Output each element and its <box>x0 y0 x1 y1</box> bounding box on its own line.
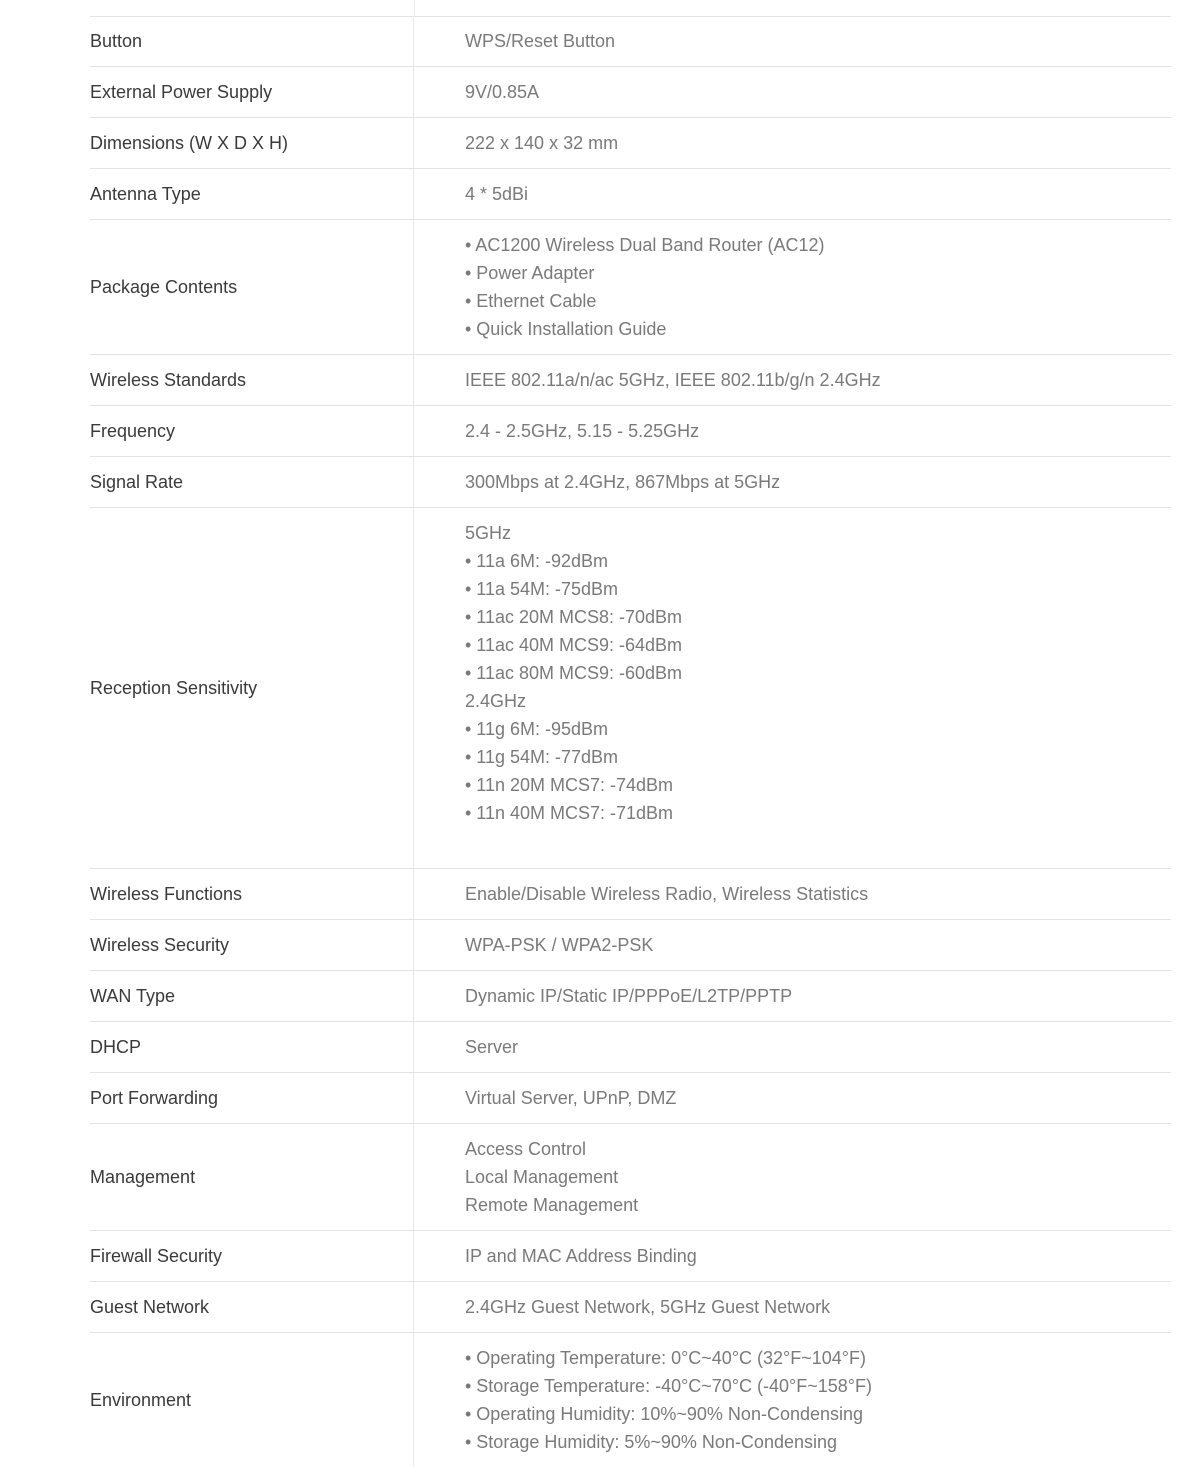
spec-label: Package Contents <box>90 220 414 354</box>
spec-label: Wireless Functions <box>90 869 414 919</box>
spec-label: Firewall Security <box>90 1231 414 1281</box>
spec-value-line: 300Mbps at 2.4GHz, 867Mbps at 5GHz <box>465 472 781 492</box>
spec-value-line: 222 x 140 x 32 mm <box>465 133 619 153</box>
spec-label: Button <box>90 16 414 66</box>
spec-value-line: • Ethernet Cable <box>465 291 597 311</box>
spec-value-line: • AC1200 Wireless Dual Band Router (AC12) <box>465 235 825 255</box>
spec-value-line: • 11ac 80M MCS9: -60dBm <box>465 663 683 683</box>
spec-value-line: IEEE 802.11a/n/ac 5GHz, IEEE 802.11b/g/n 2.4GHz <box>465 370 881 390</box>
spec-label: Dimensions (W X D X H) <box>90 118 414 168</box>
spec-value <box>414 508 1171 868</box>
spec-value-line: 2.4GHz Guest Network, 5GHz Guest Network <box>465 1297 831 1317</box>
spec-value <box>414 1073 1171 1123</box>
spec-label: Environment <box>90 1333 414 1467</box>
spec-value-line: Local Management <box>465 1167 619 1187</box>
spec-value <box>414 220 1171 354</box>
spec-value-line: • 11a 54M: -75dBm <box>465 579 619 599</box>
spec-value-line: Server <box>465 1037 519 1057</box>
spec-row <box>90 508 1171 869</box>
spec-value-line: Remote Management <box>465 1195 639 1215</box>
spec-label: Frequency <box>90 406 414 456</box>
spec-value-line: • 11g 54M: -77dBm <box>465 747 619 767</box>
spec-value-line: Access Control <box>465 1139 587 1159</box>
spec-value <box>414 169 1171 219</box>
spec-row <box>90 869 1171 920</box>
spec-row <box>90 1073 1171 1124</box>
spec-value <box>414 406 1171 456</box>
spec-value-line: Dynamic IP/Static IP/PPPoE/L2TP/PPTP <box>465 986 793 1006</box>
spec-value <box>414 67 1171 117</box>
spec-row <box>90 1333 1171 1467</box>
spec-label: Wireless Standards <box>90 355 414 405</box>
spec-row <box>90 1022 1171 1073</box>
spec-value-line: • 11n 40M MCS7: -71dBm <box>465 803 674 823</box>
spec-row <box>90 169 1171 220</box>
spec-label: Wireless Security <box>90 920 414 970</box>
spec-value-line: 2.4 - 2.5GHz, 5.15 - 5.25GHz <box>465 421 700 441</box>
spec-label: WAN Type <box>90 971 414 1021</box>
spec-value-line: • 11ac 40M MCS9: -64dBm <box>465 635 683 655</box>
spec-row <box>90 406 1171 457</box>
spec-row <box>90 67 1171 118</box>
spec-row <box>90 920 1171 971</box>
spec-value <box>414 1231 1171 1281</box>
spec-value-line: • Power Adapter <box>465 263 595 283</box>
spec-value <box>414 1022 1171 1072</box>
spec-value-line: 5GHz <box>465 523 512 543</box>
spec-value-line: Virtual Server, UPnP, DMZ <box>465 1088 677 1108</box>
spec-row <box>90 971 1171 1022</box>
spec-row <box>90 1124 1171 1231</box>
spec-value-line: WPS/Reset Button <box>465 31 616 51</box>
spec-row <box>90 457 1171 508</box>
spec-label: Antenna Type <box>90 169 414 219</box>
spec-value-line: • 11g 6M: -95dBm <box>465 719 609 739</box>
specifications-table <box>90 16 1171 1467</box>
spec-value-line: • Storage Temperature: -40°C~70°C (-40°F~158°F) <box>465 1376 872 1396</box>
spec-row <box>90 16 1171 67</box>
spec-value <box>414 971 1171 1021</box>
spec-value-line: 4 * 5dBi <box>465 184 529 204</box>
spec-label: External Power Supply <box>90 67 414 117</box>
spec-value-line: • Quick Installation Guide <box>465 319 667 339</box>
spec-row <box>90 1231 1171 1282</box>
spec-row <box>90 355 1171 406</box>
spec-value-line: • Storage Humidity: 5%~90% Non-Condensing <box>465 1432 838 1452</box>
spec-value-line: • 11ac 20M MCS8: -70dBm <box>465 607 683 627</box>
spec-value-line: • Operating Humidity: 10%~90% Non-Condensing <box>465 1404 864 1424</box>
spec-label: Guest Network <box>90 1282 414 1332</box>
spec-value <box>414 118 1171 168</box>
spec-value-line: • 11n 20M MCS7: -74dBm <box>465 775 674 795</box>
spec-label: Port Forwarding <box>90 1073 414 1123</box>
spec-value <box>414 457 1171 507</box>
spec-value <box>414 355 1171 405</box>
spec-value-line: Enable/Disable Wireless Radio, Wireless Statistics <box>465 884 869 904</box>
spec-row <box>90 1282 1171 1333</box>
spec-value <box>414 1124 1171 1230</box>
spec-value-line: • Operating Temperature: 0°C~40°C (32°F~104°F) <box>465 1348 866 1368</box>
spec-label: Management <box>90 1124 414 1230</box>
spec-label: DHCP <box>90 1022 414 1072</box>
top-column-divider <box>414 0 415 16</box>
spec-value-line: WPA-PSK / WPA2-PSK <box>465 935 654 955</box>
spec-value <box>414 869 1171 919</box>
spec-value-line: IP and MAC Address Binding <box>465 1246 697 1266</box>
spec-row <box>90 220 1171 355</box>
spec-label: Reception Sensitivity <box>90 508 414 868</box>
spec-value-line: 2.4GHz <box>465 691 527 711</box>
spec-value <box>414 920 1171 970</box>
spec-value <box>414 16 1171 66</box>
spec-value <box>414 1282 1171 1332</box>
spec-value-line: 9V/0.85A <box>465 82 540 102</box>
spec-value-line: • 11a 6M: -92dBm <box>465 551 609 571</box>
spec-label: Signal Rate <box>90 457 414 507</box>
spec-value <box>414 1333 1171 1467</box>
spec-row <box>90 118 1171 169</box>
